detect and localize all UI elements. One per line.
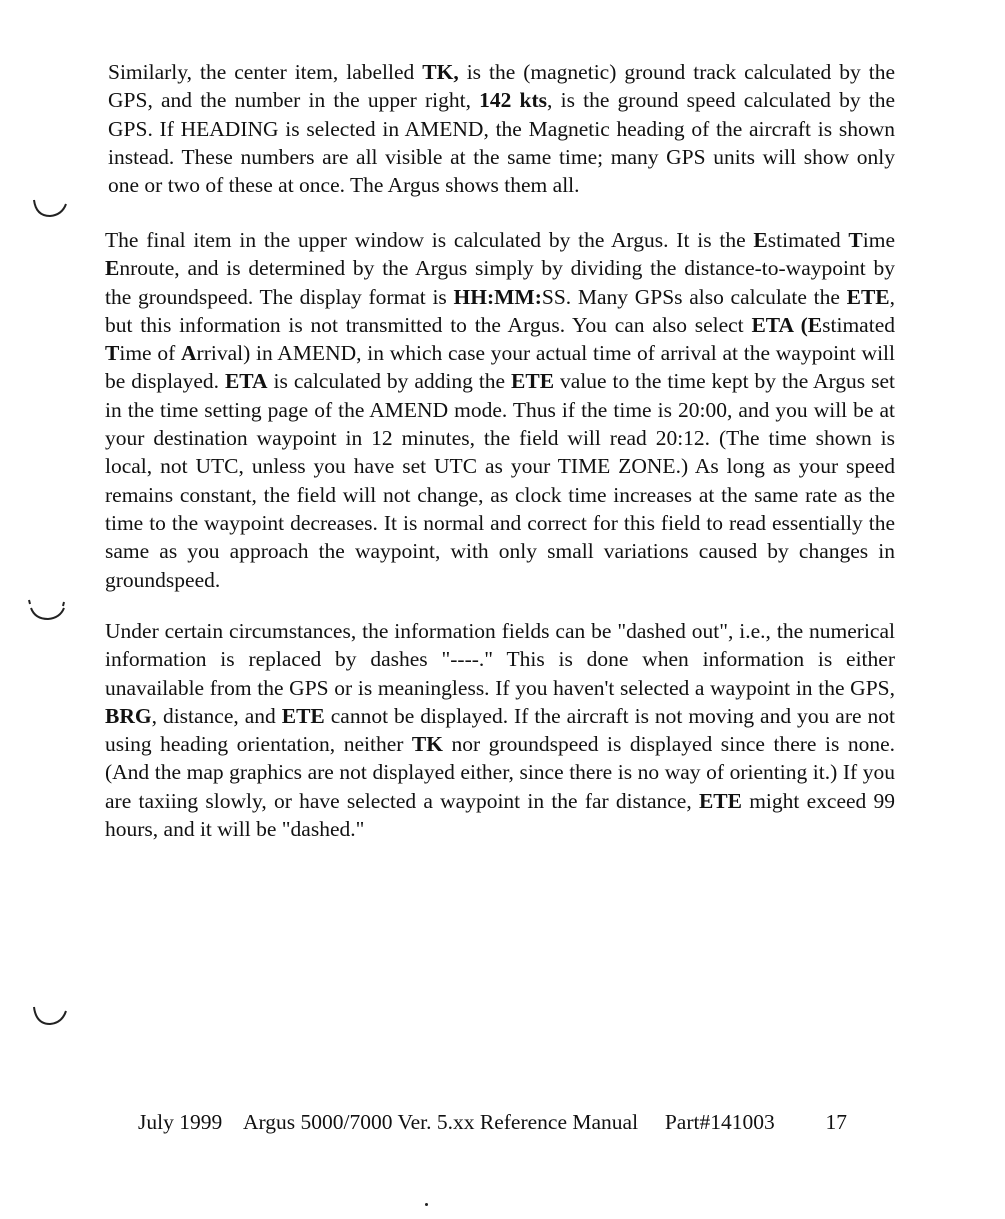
footer-title: Argus 5000/7000 Ver. 5.xx Reference Manual bbox=[242, 1110, 639, 1134]
page-footer bbox=[138, 1110, 847, 1135]
bold-term: TK bbox=[411, 732, 443, 757]
bold-term: A bbox=[181, 341, 197, 366]
bold-term: TK, bbox=[422, 60, 459, 84]
binder-hole-mark-icon bbox=[26, 598, 70, 624]
page-number: 17 bbox=[825, 1110, 847, 1134]
binder-hole-mark-icon bbox=[30, 196, 70, 220]
bold-term: BRG bbox=[105, 703, 152, 728]
footer-part-number: Part#141003 bbox=[664, 1110, 775, 1134]
paragraph: Similarly, the center item, labelled TK, is the (magnetic) ground track calculated by the GPS, and the number in the upper right, 142 kts, is the ground speed calculated by the GPS. If HEADING is selected in AMEND, the Magnetic heading of the aircraft is shown instead. These numbers are all visible at the same time; many GPS units will show only one or two of these at once. The Argus shows them all. bbox=[108, 60, 896, 198]
bold-term: ETA (E bbox=[751, 312, 823, 337]
bold-term: ETE bbox=[511, 369, 555, 394]
bold-term: E bbox=[105, 256, 120, 281]
bold-term: ETE bbox=[846, 284, 890, 309]
bold-term: ETE bbox=[698, 788, 742, 813]
bold-term: T bbox=[105, 341, 120, 366]
paragraph: The final item in the upper window is calculated by the Argus. It is the Estimated Time Enroute, and is determined by the Argus simply by dividing the distance-to-waypoint by the groundspeed. The display format is HH:MM:SS. Many GPSs also calculate the ETE, but this information is not transmitted to the Argus. You can also select ETA (Estimated Time of Arrival) in AMEND, in which case your actual time of arrival at the waypoint will be displayed. ETA is calculated by adding the ETE value to the time kept by the Argus set in the time setting page of the AMEND mode. Thus if the time is 20:00, and you will be at your destination waypoint in 12 minutes, the field will read 20:12. (The time shown is local, not UTC, unless you have set UTC as your TIME ZONE.) As long as your speed remains constant, the field will not change, as clock time increases at the same rate as the time to the waypoint decreases. It is normal and correct for this field to read essentially the same as you approach the waypoint, with only small variations caused by changes in groundspeed. bbox=[105, 228, 896, 592]
bold-term: ETE bbox=[281, 703, 325, 728]
bold-term: E bbox=[753, 228, 768, 252]
bold-term: HH:MM: bbox=[453, 284, 542, 309]
bold-term: ETA bbox=[224, 369, 268, 394]
footer-date: July 1999 bbox=[138, 1110, 223, 1134]
bold-term: T bbox=[848, 228, 863, 252]
scan-speck bbox=[425, 1203, 428, 1206]
bold-term: 142 kts bbox=[479, 88, 548, 113]
paragraph: Under certain circumstances, the information fields can be "dashed out", i.e., the numerical information is replaced by dashes "----." This is done when information is either unavailable from the GPS or is meaningless. If you haven't selected a waypoint in the GPS, BRG, distance, and ETE cannot be displayed. If the aircraft is not moving and you are not using heading orientation, neither TK nor groundspeed is displayed since there is none. (And the map graphics are not displayed either, since there is no way of orienting it.) If you are taxiing slowly, or have selected a waypoint in the far distance, ETE might exceed 99 hours, and it will be "dashed." bbox=[105, 619, 896, 842]
binder-hole-mark-icon bbox=[30, 1003, 70, 1029]
